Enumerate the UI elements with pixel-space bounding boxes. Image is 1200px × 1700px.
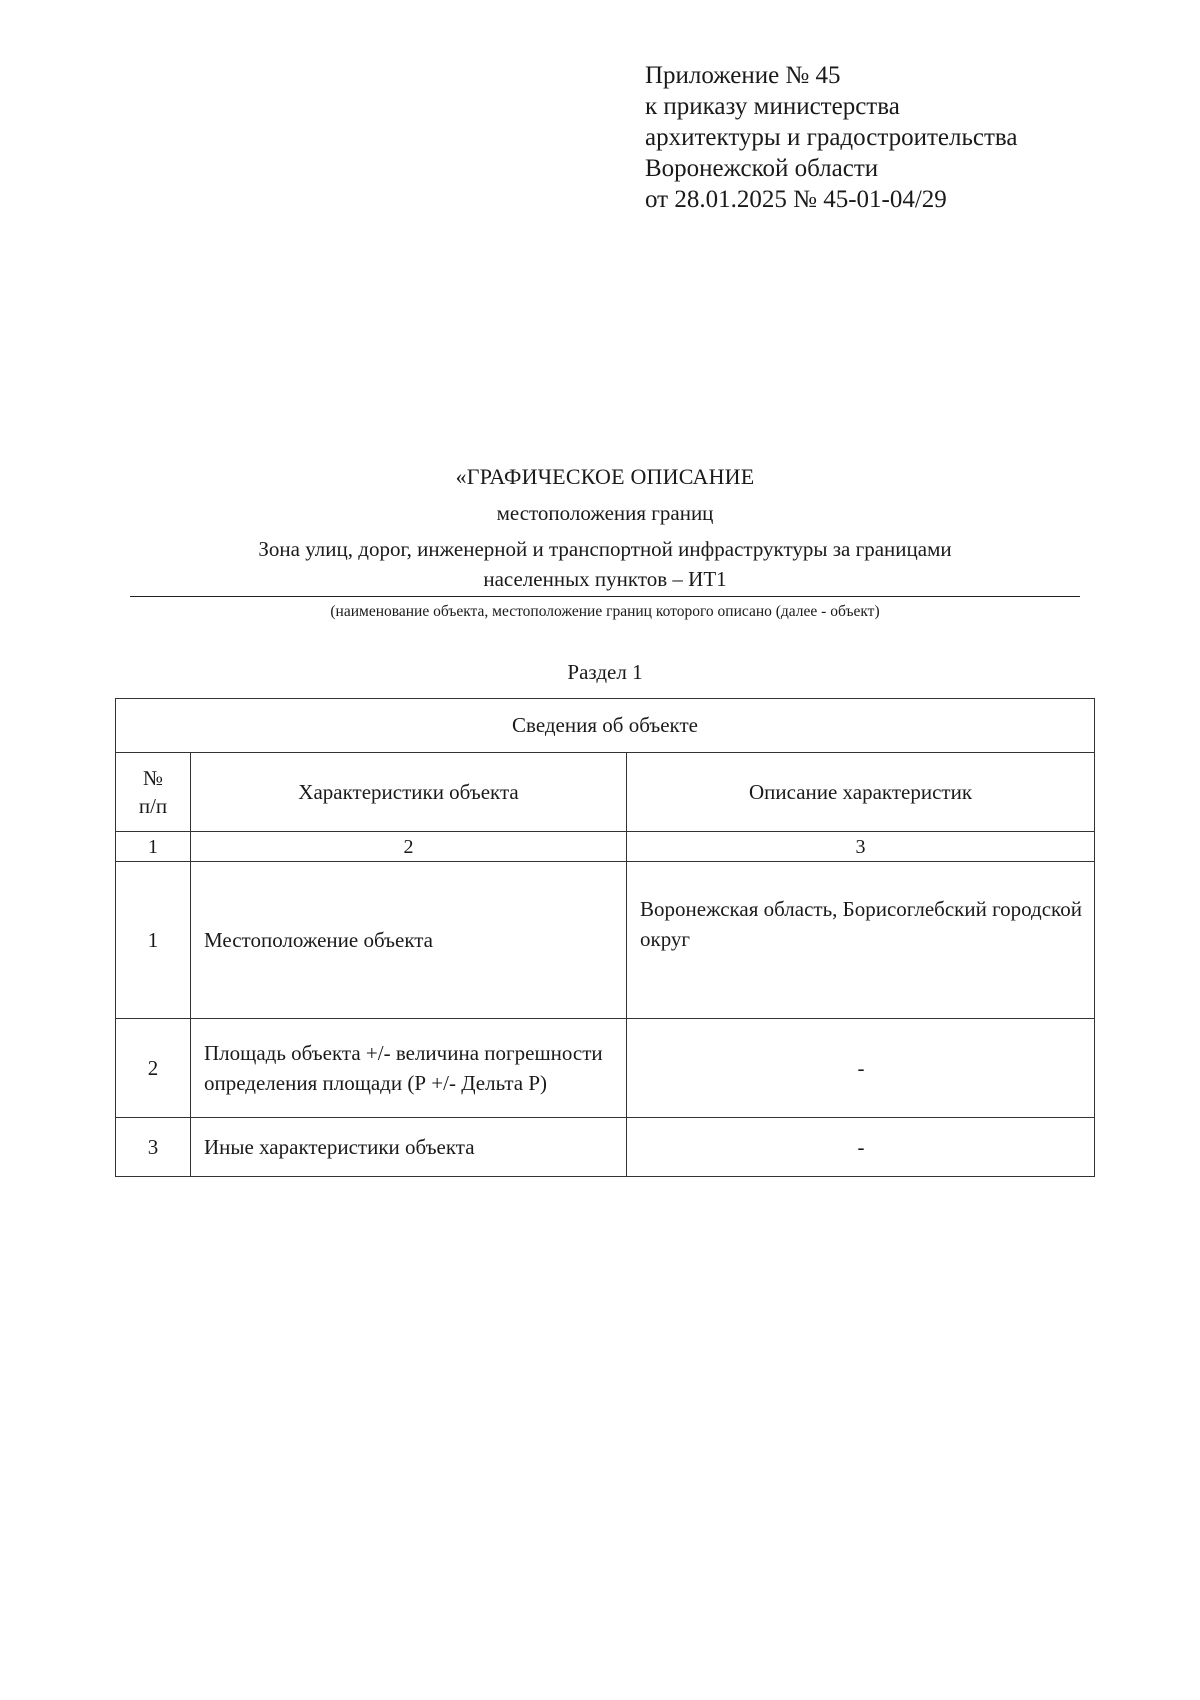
document-title: «ГРАФИЧЕСКОЕ ОПИСАНИЕ (455, 464, 755, 489)
header-description: Описание характеристик (627, 753, 1095, 832)
object-name-line-2: населенных пунктов – ИТ1 (130, 564, 1080, 597)
table-caption-row (116, 699, 1095, 753)
header-characteristic: Характеристики объекта (191, 753, 627, 832)
column-number-3: 3 (627, 832, 1095, 862)
row-description: - (627, 1019, 1095, 1118)
table-header-row (116, 753, 1095, 832)
row-description: Воронежская область, Борисоглебский городской округ (627, 862, 1095, 1019)
row-number: 1 (116, 862, 191, 1019)
row-characteristic: Местоположение объекта (191, 862, 627, 1019)
appendix-order-ref: к приказу министерства (645, 93, 900, 120)
document-heading (130, 462, 1080, 622)
column-number-row (116, 832, 1095, 862)
column-number-1: 1 (116, 832, 191, 862)
table-row (116, 862, 1095, 1019)
object-name-caption: (наименование объекта, местоположение границ которого описано (далее - объект) (330, 603, 880, 620)
header-num (116, 753, 191, 832)
header-num-symbol: № (142, 766, 164, 790)
section-label: Раздел 1 (567, 660, 643, 684)
appendix-block (645, 60, 1017, 215)
row-number: 3 (116, 1118, 191, 1177)
row-characteristic: Иные характеристики объекта (191, 1118, 627, 1177)
object-info-table (115, 698, 1095, 1177)
row-description: - (627, 1118, 1095, 1177)
document-subtitle: местоположения границ (496, 501, 714, 525)
column-number-2: 2 (191, 832, 627, 862)
row-characteristic: Площадь объекта +/- величина погрешности определения площади (Р +/- Дельта Р) (191, 1019, 627, 1118)
table-row (116, 1019, 1095, 1118)
row-number: 2 (116, 1019, 191, 1118)
appendix-date-number: от 28.01.2025 № 45-01-04/29 (645, 186, 947, 213)
appendix-number: Приложение № 45 (645, 62, 841, 89)
header-num-abbr: п/п (138, 794, 168, 818)
table-caption: Сведения об объекте (116, 699, 1095, 753)
object-name-line-1: Зона улиц, дорог, инженерной и транспортной инфраструктуры за границами (258, 537, 952, 561)
appendix-region: Воронежской области (645, 155, 879, 182)
table-row (116, 1118, 1095, 1177)
appendix-ministry: архитектуры и градостроительства (645, 124, 1018, 151)
